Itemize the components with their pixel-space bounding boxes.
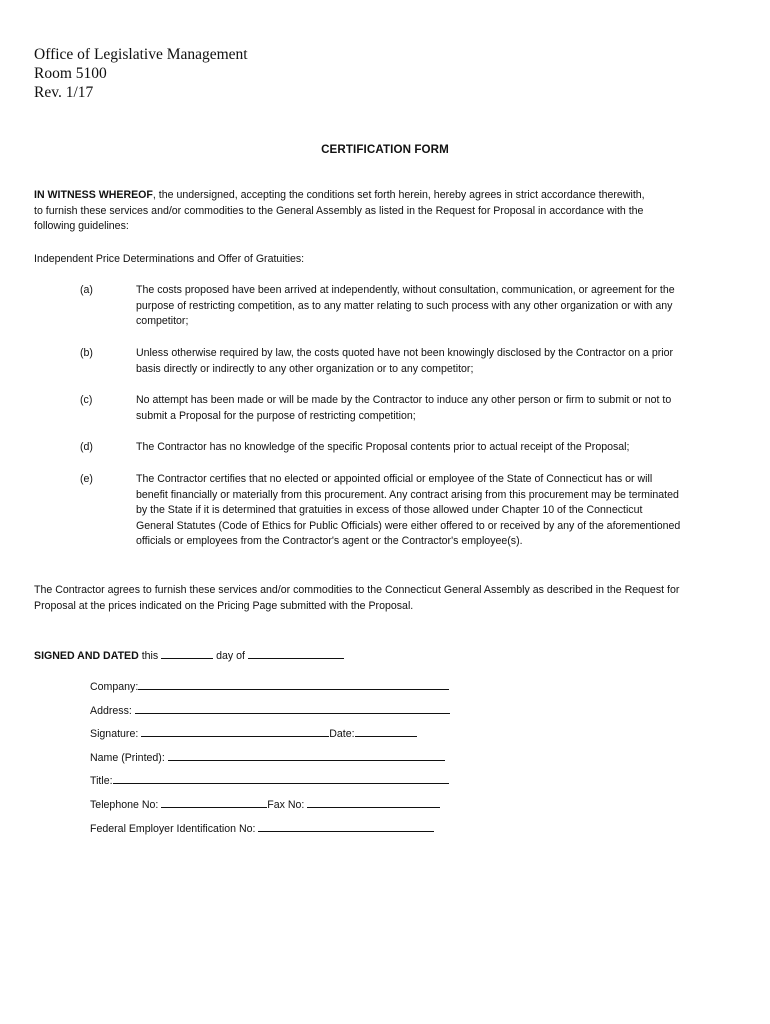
intro-text: , the undersigned, accepting the conditions set forth herein, hereby agrees in strict accordance therewith, to furnish these services and/or commodities to the General Assembly as listed in the Request for Proposal in accordance with the following guidelines: — [34, 189, 645, 233]
telephone-label: Telephone No: — [90, 799, 159, 811]
fein-blank[interactable] — [258, 820, 434, 832]
address-label: Address: — [90, 705, 132, 717]
section-subheading: Independent Price Determinations and Offer of Gratuities: — [34, 253, 305, 265]
item-text: Unless otherwise required by law, the costs quoted have not been knowingly disclosed by the Contractor on a prior basis directly or indirectly to any other organization or to any competitor; — [136, 347, 674, 375]
name-printed-label: Name (Printed): — [90, 752, 165, 764]
company-field — [90, 678, 449, 696]
fein-label: Federal Employer Identification No: — [90, 823, 256, 835]
office-header — [34, 45, 248, 102]
closing-paragraph: The Contractor agrees to furnish these services and/or commodities to the Connecticut General Assembly as described in the Request for Proposal at the prices indicated on the Pricing Page submitted with the Proposal. — [34, 584, 680, 612]
title-field — [90, 772, 449, 790]
item-text: The Contractor has no knowledge of the specific Proposal contents prior to actual receipt of the Proposal; — [136, 441, 630, 453]
intro-paragraph — [34, 188, 654, 235]
day-blank[interactable] — [161, 647, 213, 659]
fax-blank[interactable] — [307, 796, 440, 808]
signed-day-of: day of — [216, 650, 245, 662]
item-letter: (d) — [80, 441, 93, 453]
name-printed-blank[interactable] — [168, 749, 445, 761]
item-letter: (e) — [80, 473, 93, 485]
telephone-fax-field — [90, 796, 440, 814]
revision: Rev. 1/17 — [34, 84, 94, 101]
address-blank[interactable] — [135, 702, 450, 714]
address-field — [90, 702, 450, 720]
name-printed-field — [90, 749, 445, 767]
item-text: The Contractor certifies that no elected or appointed official or employee of the State of Connecticut has or will benefit financially or materially from this procurement. Any contract arising from this procurement may be terminated by the State if it is determined that gratuities in excess of those allowed under Chapter 10 of the Connecticut General Statutes (Code of Ethics for Public Officials) were either offered to or received by any of the aforementioned officials or employees from the Contractor's agent or the Contractor's employee(s). — [136, 473, 681, 548]
date-label: Date: — [329, 728, 355, 740]
signature-label: Signature: — [90, 728, 139, 740]
office-name: Office of Legislative Management — [34, 46, 248, 63]
signature-blank[interactable] — [141, 725, 329, 737]
item-text: The costs proposed have been arrived at independently, without consultation, communication, or agreement for the purpose of restricting competition, as to any matter relating to such process with any other organization or with any competitor; — [136, 284, 675, 328]
signed-bold-lead: SIGNED AND DATED — [34, 650, 139, 662]
telephone-blank[interactable] — [161, 796, 267, 808]
date-blank[interactable] — [355, 725, 417, 737]
item-text: No attempt has been made or will be made by the Contractor to induce any other person or firm to submit or not to submit a Proposal for the purpose of restricting competition; — [136, 394, 672, 422]
title-blank[interactable] — [113, 772, 449, 784]
company-blank[interactable] — [138, 678, 449, 690]
title-label: Title: — [90, 775, 113, 787]
company-label: Company: — [90, 681, 139, 693]
form-title: CERTIFICATION FORM — [321, 143, 449, 156]
room-number: Room 5100 — [34, 65, 107, 82]
signature-field — [90, 725, 417, 743]
intro-bold-lead: IN WITNESS WHEREOF — [34, 189, 153, 201]
month-year-blank[interactable] — [248, 647, 344, 659]
signed-this: this — [141, 650, 159, 662]
fax-label: Fax No: — [267, 799, 305, 811]
item-letter: (a) — [80, 284, 93, 296]
item-letter: (b) — [80, 347, 93, 359]
item-letter: (c) — [80, 394, 93, 406]
fein-field — [90, 820, 434, 838]
signed-dated-line — [34, 647, 344, 665]
